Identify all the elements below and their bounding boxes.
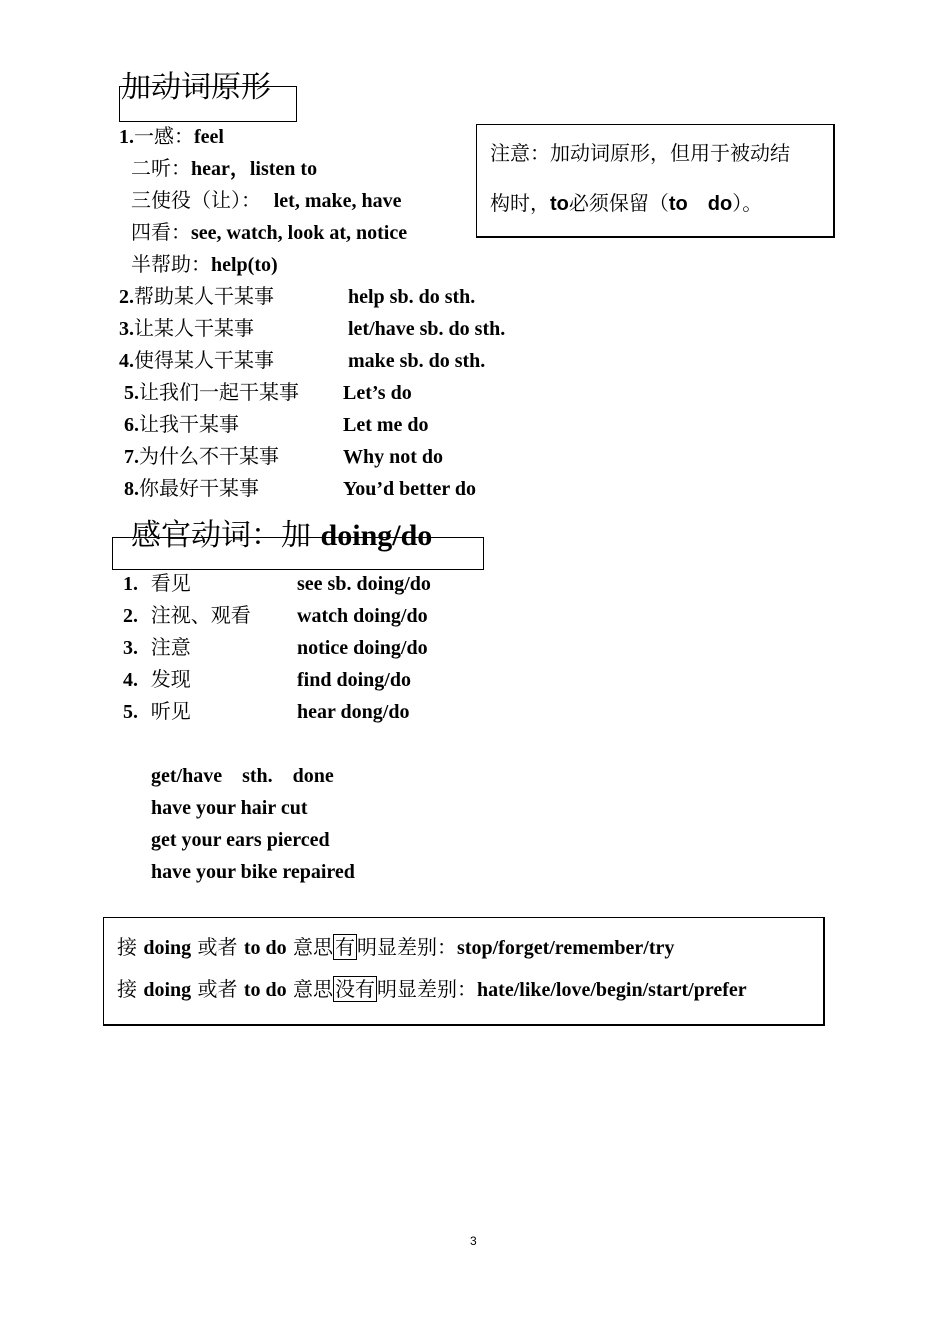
list2-item: 4.使得某人干某事 xyxy=(119,348,274,372)
causative-line: have your hair cut xyxy=(151,797,308,819)
causative-line: have your bike repaired xyxy=(151,861,355,883)
note-line-2: 构时，to必须保留（to do）。 xyxy=(490,191,763,215)
list1-item: 四看：see, watch, look at, notice xyxy=(131,220,408,244)
list2-item-en: You’d better do xyxy=(343,478,476,500)
list1-item: 1.一感：feel xyxy=(119,124,224,148)
causative-line: get/have sth. done xyxy=(151,765,334,787)
causative-line: get your ears pierced xyxy=(151,829,330,851)
list2-item-en: Let me do xyxy=(343,414,429,436)
page-number: 3 xyxy=(470,1234,477,1248)
difference-row: 接 doing 或者 to do 意思 有 明显差别：stop/forget/remember/try xyxy=(117,935,675,959)
list2-item: 7.为什么不干某事 xyxy=(124,444,279,468)
list2-item: 6.让我干某事 xyxy=(124,412,239,436)
list2-item: 3.让某人干某事 xyxy=(119,316,254,340)
sense-verb-item-en: hear dong/do xyxy=(297,701,410,723)
list2-item: 2.帮助某人干某事 xyxy=(119,284,274,308)
note-line-1: 注意：加动词原形，但用于被动结 xyxy=(490,141,790,165)
list1-item: 三使役（让）： let, make, have xyxy=(131,188,402,212)
no-difference-row: 接 doing 或者 to do 意思 没有 明显差别：hate/like/love/begin/start/prefer xyxy=(117,977,747,1001)
sense-verb-item: 3. 注意 xyxy=(123,635,191,659)
sense-verb-item-en: see sb. doing/do xyxy=(297,573,431,595)
list2-item-en: make sb. do sth. xyxy=(348,350,486,372)
sense-verb-item-en: watch doing/do xyxy=(297,605,428,627)
list1-item: 二听：hear，listen to xyxy=(131,156,318,180)
section-heading-2: 感官动词：加 doing/do xyxy=(131,518,433,553)
emphasis-mark: 有 xyxy=(335,935,356,959)
list2-item-en: let/have sb. do sth. xyxy=(348,318,506,340)
doing-vs-todo-box xyxy=(103,917,825,1026)
sense-verb-item: 2. 注视、观看 xyxy=(123,603,251,627)
note-box xyxy=(476,124,835,238)
list2-item: 5.让我们一起干某事 xyxy=(124,380,299,404)
list2-item-en: help sb. do sth. xyxy=(348,286,476,308)
sense-verb-item-en: notice doing/do xyxy=(297,637,428,659)
section-heading-1: 加动词原形 xyxy=(121,70,271,105)
list1-item: 半帮助：help(to) xyxy=(131,252,278,276)
sense-verb-item: 4. 发现 xyxy=(123,667,191,691)
list2-item-en: Let’s do xyxy=(343,382,412,404)
sense-verb-item-en: find doing/do xyxy=(297,669,411,691)
list2-item: 8.你最好干某事 xyxy=(124,476,259,500)
sense-verb-item: 1. 看见 xyxy=(123,571,191,595)
list2-item-en: Why not do xyxy=(343,446,444,468)
sense-verb-item: 5. 听见 xyxy=(123,699,191,723)
emphasis-mark: 没有 xyxy=(335,977,376,1001)
